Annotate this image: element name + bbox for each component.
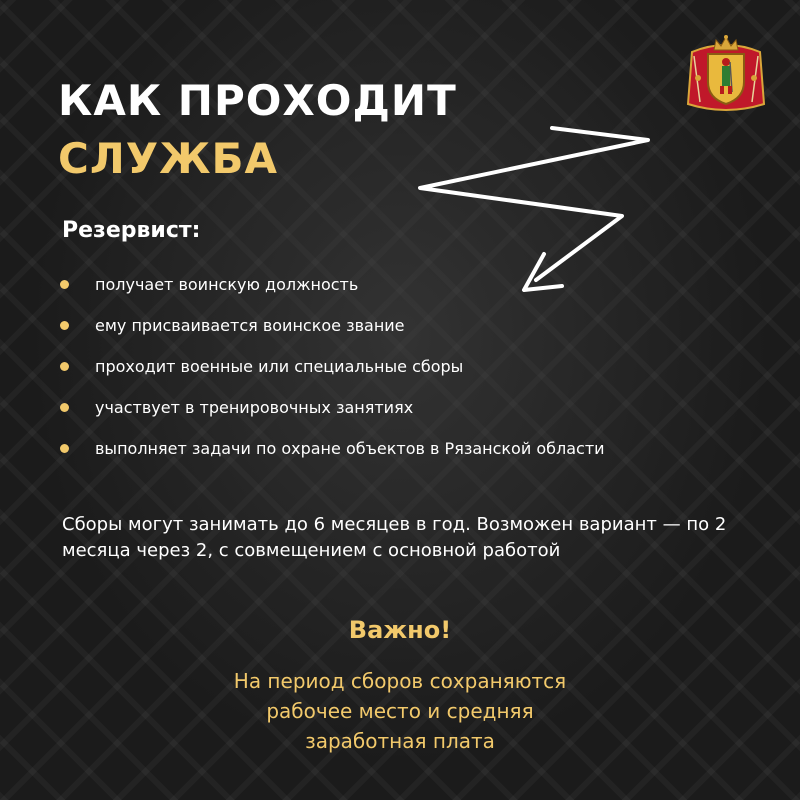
coat-of-arms-icon (684, 32, 768, 116)
bullet-dot-icon (60, 321, 69, 330)
list-item-text: ему присваивается воинское звание (95, 316, 405, 335)
page-title (58, 72, 457, 188)
list-item (58, 432, 605, 473)
bullet-dot-icon (60, 444, 69, 453)
important-note (0, 666, 800, 756)
list-item-text: участвует в тренировочных занятиях (95, 398, 414, 417)
duties-list (58, 268, 605, 473)
important-note-line-1: На период сборов сохраняются (233, 669, 567, 693)
list-item (58, 350, 605, 391)
list-item (58, 391, 605, 432)
bullet-dot-icon (60, 362, 69, 371)
important-label: Важно! (348, 616, 452, 644)
service-duration-paragraph: Сборы могут занимать до 6 месяцев в год. Возможен вариант — по 2 месяца через 2, с совмещением с основной работой (62, 514, 727, 561)
list-item-text: получает воинскую должность (95, 275, 359, 294)
title-line-1: КАК ПРОХОДИТ (58, 76, 457, 125)
important-note-line-2: рабочее место и средняя (266, 699, 534, 723)
list-item-text: выполняет задачи по охране объектов в Рязанской области (95, 439, 605, 458)
list-item (58, 268, 605, 309)
title-line-2: СЛУЖБА (58, 134, 279, 183)
important-note-line-3: заработная плата (305, 729, 495, 753)
subheading: Резервист: (62, 218, 201, 243)
list-item (58, 309, 605, 350)
bullet-dot-icon (60, 403, 69, 412)
bullet-dot-icon (60, 280, 69, 289)
list-item-text: проходит военные или специальные сборы (95, 357, 464, 376)
